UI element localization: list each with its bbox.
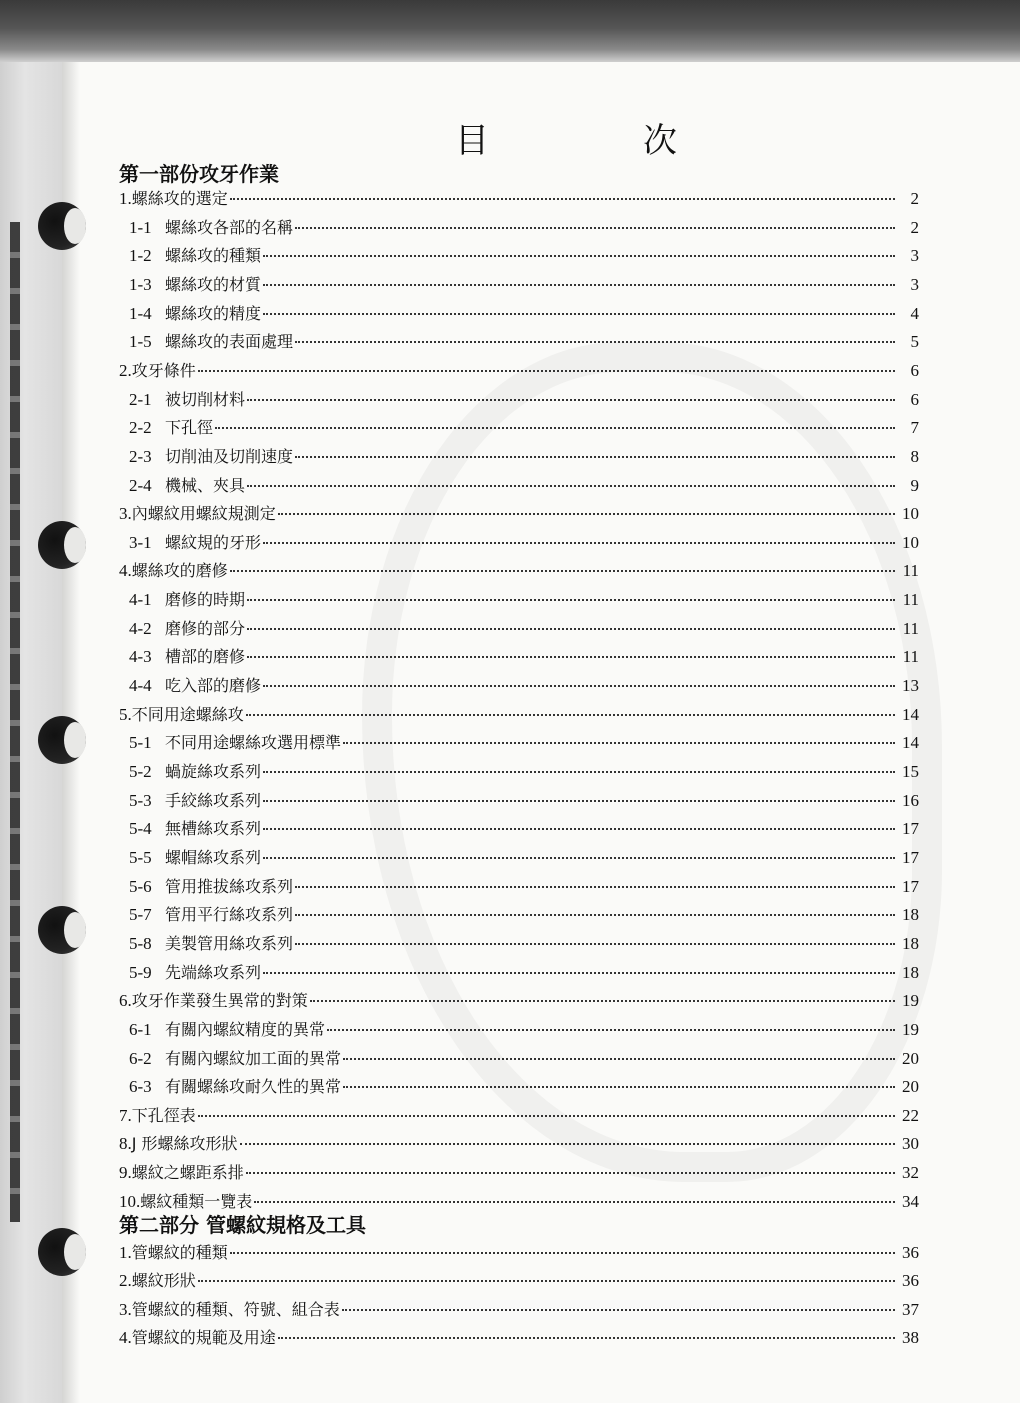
toc-entry-page: 10 xyxy=(902,504,919,524)
toc-entry-page: 6 xyxy=(910,360,919,380)
toc-leader-dots xyxy=(343,1085,895,1088)
toc-entry-number: 3. xyxy=(119,504,132,524)
toc-entry-title: 螺紋規的牙形 xyxy=(165,532,262,552)
toc-entry-page: 32 xyxy=(902,1163,919,1183)
toc-entry-number: 1-2 xyxy=(129,246,152,266)
toc-entry xyxy=(129,730,919,756)
toc-entry-title: 被切削材料 xyxy=(165,389,246,409)
toc-entry xyxy=(129,874,919,900)
toc-entry xyxy=(119,186,919,212)
toc-leader-dots xyxy=(254,1200,895,1203)
toc-entry-page: 18 xyxy=(902,962,919,982)
toc-title: 目 次 xyxy=(455,121,737,161)
toc-leader-dots xyxy=(343,741,895,744)
part2-heading: 第二部分 管螺紋規格及工具 xyxy=(119,1213,366,1237)
toc-entry-number: 4-2 xyxy=(129,618,152,638)
toc-leader-dots xyxy=(295,226,895,229)
toc-entry-title: 管螺紋的種類、符號、組合表 xyxy=(131,1299,340,1319)
toc-entry-title: 有關螺絲攻耐久性的異常 xyxy=(165,1077,342,1097)
toc-entry-number: 10. xyxy=(119,1191,141,1211)
toc-leader-dots xyxy=(240,1142,895,1145)
toc-entry-title: 管用平行絲攻系列 xyxy=(165,905,294,925)
toc-entry-number: 2-3 xyxy=(129,446,152,466)
toc-entry-page: 17 xyxy=(902,847,919,867)
toc-entry-page: 10 xyxy=(902,532,919,552)
toc-leader-dots xyxy=(310,999,895,1002)
toc-entry-title: 不同用途螺絲攻 xyxy=(131,704,244,724)
toc-entry-number: 5-1 xyxy=(129,733,152,753)
toc-leader-dots xyxy=(246,713,895,716)
toc-entry xyxy=(129,644,919,670)
toc-entry xyxy=(119,1103,919,1129)
toc-entry-page: 20 xyxy=(902,1048,919,1068)
toc-entry-page: 3 xyxy=(910,274,919,294)
toc-leader-dots xyxy=(263,971,895,974)
toc-entry xyxy=(119,702,919,728)
toc-entry xyxy=(119,1297,919,1323)
toc-entry-page: 19 xyxy=(902,991,919,1011)
toc-entry-number: 2-2 xyxy=(129,418,152,438)
toc-entry-title: 機械、夾具 xyxy=(165,475,246,495)
toc-entry-page: 18 xyxy=(902,905,919,925)
punch-hole xyxy=(38,521,86,569)
toc-entry-number: 4. xyxy=(119,1327,132,1347)
toc-entry-title: 螺紋形狀 xyxy=(131,1271,196,1291)
toc-entry-title: 下孔徑表 xyxy=(131,1105,196,1125)
toc-entry-title: 蝸旋絲攻系列 xyxy=(165,762,262,781)
toc-entry-title: 磨修的部分 xyxy=(165,618,246,638)
toc-entry-title: 先端絲攻系列 xyxy=(165,962,262,982)
toc-entry-title: 管螺紋的規範及用途 xyxy=(131,1327,276,1347)
toc-entry xyxy=(129,272,919,298)
toc-leader-dots xyxy=(263,770,895,773)
toc-entry-number: 6. xyxy=(119,991,132,1011)
toc-entry-number: 2. xyxy=(119,360,132,380)
toc-entry-page: 8 xyxy=(910,446,919,466)
toc-leader-dots xyxy=(246,1171,895,1174)
toc-entry-page: 34 xyxy=(902,1191,919,1211)
toc-entry-number: 3-1 xyxy=(129,532,152,552)
toc-entry-title: 螺紋種類一覽表 xyxy=(140,1191,253,1211)
toc-entry-number: 9. xyxy=(119,1163,132,1183)
toc-entry xyxy=(119,1325,919,1351)
toc-entry xyxy=(119,1131,919,1157)
toc-entry-page: 36 xyxy=(902,1271,919,1291)
toc-entry-title: 攻牙條件 xyxy=(131,360,196,380)
toc-entry-page: 14 xyxy=(902,704,919,724)
toc-leader-dots xyxy=(247,655,895,658)
toc-entry xyxy=(129,415,919,441)
toc-entry-title: 螺絲攻的磨修 xyxy=(131,561,228,581)
toc-entry-title: 螺絲攻的表面處理 xyxy=(165,332,294,352)
toc-leader-dots xyxy=(295,455,895,458)
punch-hole xyxy=(38,1228,86,1276)
toc-entry xyxy=(129,1017,919,1043)
toc-entry xyxy=(129,243,919,269)
toc-entry-title: 螺絲攻的選定 xyxy=(131,189,228,208)
toc-entry-page: 20 xyxy=(902,1077,919,1097)
punch-hole xyxy=(38,906,86,954)
part1-heading: 第一部份攻牙作業 xyxy=(119,162,279,186)
toc-entry-number: 1-5 xyxy=(129,332,152,352)
toc-leader-dots xyxy=(263,254,895,257)
toc-leader-dots xyxy=(295,942,895,945)
toc-entry xyxy=(129,587,919,613)
toc-entry-number: 5. xyxy=(119,704,132,724)
toc-entry-title: 攻牙作業發生異常的對策 xyxy=(131,991,308,1011)
toc-leader-dots xyxy=(327,1028,895,1031)
toc-leader-dots xyxy=(263,312,895,315)
toc-entry-number: 7. xyxy=(119,1105,132,1125)
toc-entry xyxy=(129,473,919,499)
toc-leader-dots xyxy=(263,684,895,687)
toc-entry-number: 4-1 xyxy=(129,590,152,610)
toc-entry xyxy=(129,616,919,642)
toc-entry-page: 16 xyxy=(902,790,919,810)
toc-entry-number: 1-3 xyxy=(129,274,152,294)
toc-leader-dots xyxy=(230,197,895,200)
toc-entry-title: 內螺紋用螺紋規測定 xyxy=(131,504,276,524)
toc-leader-dots xyxy=(278,1336,895,1339)
toc-entry-number: 5-3 xyxy=(129,790,152,810)
toc-entry-page: 3 xyxy=(910,246,919,266)
toc-leader-dots xyxy=(230,1251,895,1254)
toc-entry-title: 螺絲攻的材質 xyxy=(165,274,262,294)
toc-entry xyxy=(129,931,919,957)
punch-hole xyxy=(38,202,86,250)
toc-entry-number: 4. xyxy=(119,561,132,581)
toc-entry-page: 30 xyxy=(902,1134,919,1154)
toc-leader-dots xyxy=(263,283,895,286)
toc-entry-page: 11 xyxy=(902,561,919,581)
toc-entry-number: 4-3 xyxy=(129,647,152,667)
toc-entry xyxy=(129,444,919,470)
toc-entry xyxy=(129,1046,919,1072)
toc-entry-number: 1. xyxy=(119,189,132,208)
toc-leader-dots xyxy=(295,913,895,916)
toc-entry xyxy=(119,501,919,527)
toc-leader-dots xyxy=(247,398,895,401)
toc-entry-title: 無槽絲攻系列 xyxy=(165,819,262,839)
toc-entry-number: 6-3 xyxy=(129,1077,152,1097)
toc-leader-dots xyxy=(278,512,895,515)
toc-entry-title: 螺絲攻各部的名稱 xyxy=(165,217,294,237)
toc-entry xyxy=(129,816,919,842)
toc-entry-page: 2 xyxy=(910,189,919,208)
toc-entry-title: 槽部的磨修 xyxy=(165,647,246,667)
toc-entry-number: 2-4 xyxy=(129,475,152,495)
toc-entry-number: 5-7 xyxy=(129,905,152,925)
toc-entry-title: 有關內螺紋精度的異常 xyxy=(165,1019,326,1039)
toc-entry xyxy=(129,759,919,785)
toc-leader-dots xyxy=(198,1114,895,1117)
toc-entry-page: 9 xyxy=(910,475,919,495)
toc-entry-title: 螺紋之螺距系排 xyxy=(131,1163,244,1183)
toc-entry-page: 38 xyxy=(902,1327,919,1347)
toc-entry-page: 11 xyxy=(902,647,919,667)
toc-entry-title: 磨修的時期 xyxy=(165,590,246,610)
toc-entry-page: 15 xyxy=(902,762,919,781)
toc-entry-page: 4 xyxy=(910,303,919,323)
toc-entry-page: 37 xyxy=(902,1299,919,1319)
toc-entry-number: 5-6 xyxy=(129,876,152,896)
toc-entry-title: J 形螺絲攻形狀 xyxy=(131,1134,238,1154)
toc-leader-dots xyxy=(215,426,895,429)
toc-entry-title: 下孔徑 xyxy=(165,418,214,438)
toc-entry xyxy=(129,1074,919,1100)
punch-hole xyxy=(38,716,86,764)
toc-entry xyxy=(129,530,919,556)
toc-entry xyxy=(129,902,919,928)
toc-entry-title: 管螺紋的種類 xyxy=(131,1243,228,1262)
toc-entry-number: 3. xyxy=(119,1299,132,1319)
toc-entry xyxy=(129,215,919,241)
toc-entry-title: 美製管用絲攻系列 xyxy=(165,933,294,953)
toc-entry-page: 11 xyxy=(902,618,919,638)
toc-entry-number: 1-1 xyxy=(129,217,152,237)
toc-entry xyxy=(129,329,919,355)
toc-entry xyxy=(119,1160,919,1186)
toc-leader-dots xyxy=(295,885,895,888)
toc-entry-number: 2. xyxy=(119,1271,132,1291)
toc-leader-dots xyxy=(263,827,895,830)
toc-leader-dots xyxy=(198,1279,895,1282)
toc-leader-dots xyxy=(247,484,895,487)
toc-entry-page: 7 xyxy=(910,418,919,438)
toc-leader-dots xyxy=(247,627,895,630)
scanner-top-edge xyxy=(0,0,1020,62)
toc-leader-dots xyxy=(263,541,895,544)
toc-entry-number: 4-4 xyxy=(129,676,152,696)
toc-entry-number: 8. xyxy=(119,1134,132,1154)
toc-entry-title: 螺帽絲攻系列 xyxy=(165,847,262,867)
toc-entry-title: 螺絲攻的精度 xyxy=(165,303,262,323)
toc-entry-title: 手絞絲攻系列 xyxy=(165,790,262,810)
toc-entry-page: 6 xyxy=(910,389,919,409)
toc-entry-page: 18 xyxy=(902,933,919,953)
toc-entry-page: 5 xyxy=(910,332,919,352)
toc-entry-number: 1. xyxy=(119,1243,132,1262)
toc-entry-page: 2 xyxy=(910,217,919,237)
toc-leader-dots xyxy=(295,340,895,343)
toc-entry-page: 14 xyxy=(902,733,919,753)
toc-entry-title: 吃入部的磨修 xyxy=(165,676,262,696)
toc-leader-dots xyxy=(198,369,895,372)
toc-entry-page: 17 xyxy=(902,876,919,896)
toc-entry xyxy=(119,358,919,384)
toc-entry-title: 有關內螺紋加工面的異常 xyxy=(165,1048,342,1068)
toc-entry-title: 切削油及切削速度 xyxy=(165,446,294,466)
toc-leader-dots xyxy=(342,1308,895,1311)
toc-entry-title: 不同用途螺絲攻選用標準 xyxy=(165,733,342,753)
toc-entry-page: 17 xyxy=(902,819,919,839)
toc-entry-title: 管用推拔絲攻系列 xyxy=(165,876,294,896)
toc-entry-number: 5-9 xyxy=(129,962,152,982)
toc-entry-number: 2-1 xyxy=(129,389,152,409)
toc-entry-number: 5-2 xyxy=(129,762,152,781)
toc-entry-page: 11 xyxy=(902,590,919,610)
toc-leader-dots xyxy=(343,1057,895,1060)
toc-leader-dots xyxy=(263,856,895,859)
toc-entry-title: 螺絲攻的種類 xyxy=(165,246,262,266)
toc-entry xyxy=(129,673,919,699)
toc-entry-page: 36 xyxy=(902,1243,919,1262)
toc-entry xyxy=(119,988,919,1014)
toc-entry-page: 19 xyxy=(902,1019,919,1039)
toc-leader-dots xyxy=(247,598,895,601)
toc-entry xyxy=(129,301,919,327)
toc-entry-number: 5-4 xyxy=(129,819,152,839)
toc-entry xyxy=(129,788,919,814)
toc-entry xyxy=(119,1240,919,1266)
toc-entry xyxy=(129,387,919,413)
toc-entry-number: 1-4 xyxy=(129,303,152,323)
toc-leader-dots xyxy=(263,799,895,802)
toc-leader-dots xyxy=(230,569,895,572)
toc-entry-number: 6-2 xyxy=(129,1048,152,1068)
toc-entry-number: 5-8 xyxy=(129,933,152,953)
toc-entry-page: 13 xyxy=(902,676,919,696)
binding-edge-marks xyxy=(10,222,20,1222)
toc-entry-number: 6-1 xyxy=(129,1019,152,1039)
toc-entry xyxy=(129,845,919,871)
toc-entry xyxy=(119,558,919,584)
toc-entry xyxy=(129,960,919,986)
toc-entry-number: 5-5 xyxy=(129,847,152,867)
toc-entry xyxy=(119,1268,919,1294)
toc-entry-page: 22 xyxy=(902,1105,919,1125)
